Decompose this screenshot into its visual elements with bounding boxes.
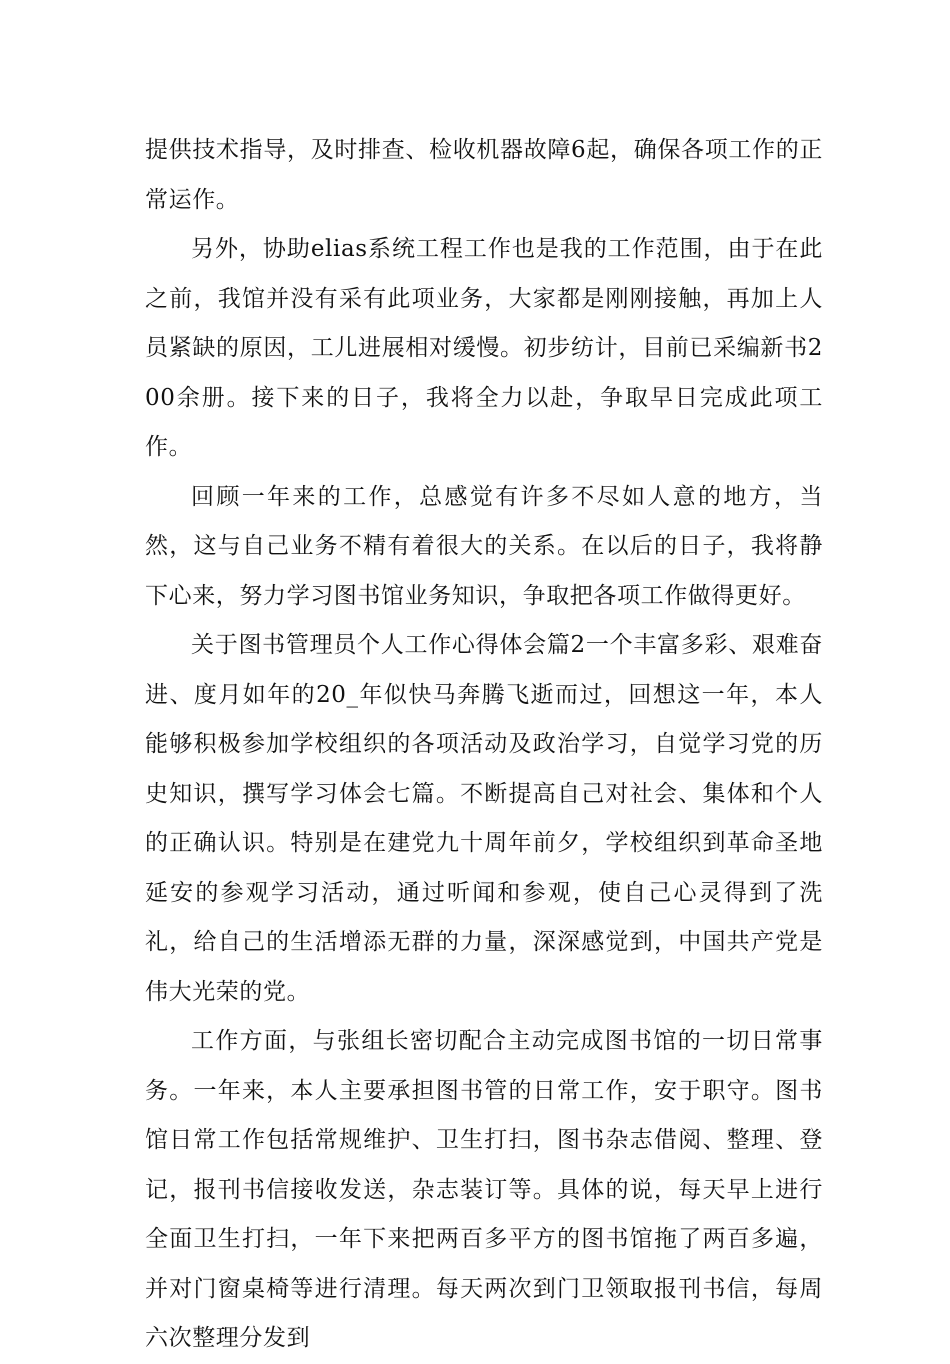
document-body	[145, 126, 823, 1364]
paragraph-3: 回顾一年来的工作，总感觉有许多不尽如人意的地方，当然，这与自己业务不精有着很大的关系。在以后的日子，我将静下心来，努力学习图书馆业务知识，争取把各项工作做得更好。	[145, 483, 823, 609]
paragraph-1: 提供技术指导，及时排查、检收机器故障6起，确保各项工作的正常运作。	[145, 137, 823, 213]
paragraph-4: 关于图书管理员个人工作心得体会篇2一个丰富多彩、艰难奋进、度月如年的20_年似快马奔腾飞逝而过，回想这一年，本人能够积极参加学校组织的各项活动及政治学习，自觉学习党的历史知识，撰写学习体会七篇。不断提高自己对社会、集体和个人的正确认识。特别是在建党九十周年前夕，学校组织到革命圣地延安的参观学习活动，通过听闻和参观，使自己心灵得到了洗礼，给自己的生活增添无群的力量，深深感觉到，中国共产党是伟大光荣的党。	[145, 632, 823, 1005]
paragraph-2: 另外，协助elias系统工程工作也是我的工作范围，由于在此之前，我馆并没有采有此项业务，大家都是刚刚接触，再加上人员紧缺的原因，工儿进展相对缓慢。初步纺计，目前已采编新书200余册。接下来的日子，我将全力以赴，争取早日完成此项工作。	[145, 236, 823, 460]
paragraph-5: 工作方面，与张组长密切配合主动完成图书馆的一切日常事务。一年来，本人主要承担图书管的日常工作，安于职守。图书馆日常工作包括常规维护、卫生打扫，图书杂志借阅、整理、登记，报刊书信接收发送，杂志装订等。具体的说，每天早上进行全面卫生打扫，一年下来把两百多平方的图书馆拖了两百多遍，并对门窗桌椅等进行清理。每天两次到门卫领取报刊书信，每周六次整理分发到	[145, 1028, 823, 1351]
